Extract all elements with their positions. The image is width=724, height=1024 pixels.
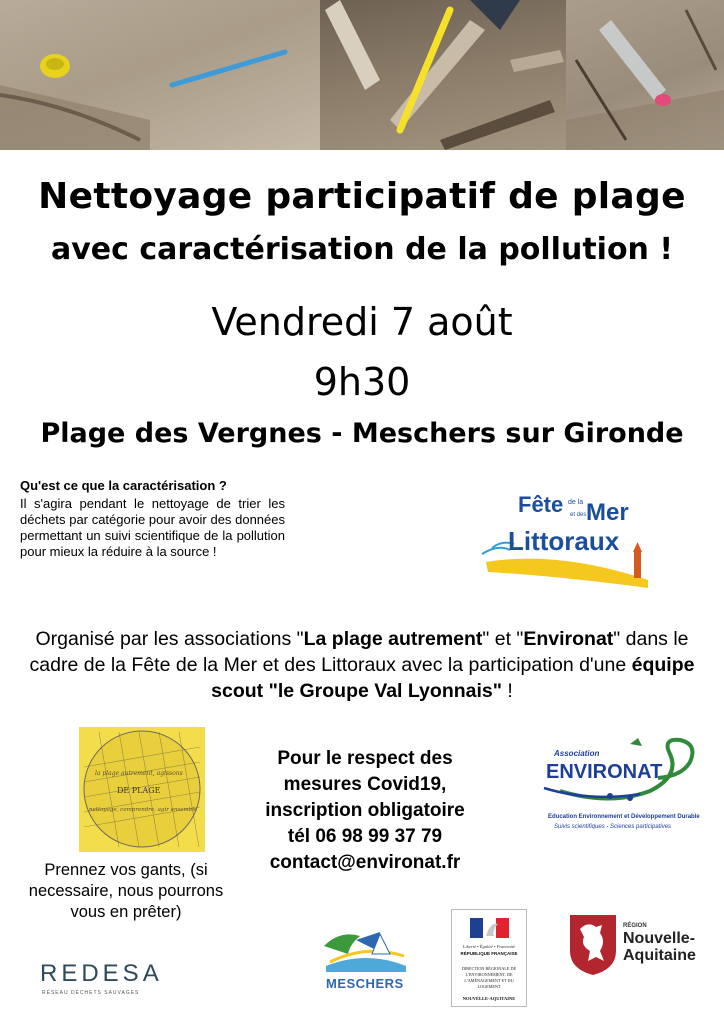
environat-logo-drawing <box>540 736 704 836</box>
lion-shield-icon <box>566 911 620 977</box>
fete-word-littoraux: Littoraux <box>508 526 620 556</box>
plage-image-line-2: DE PLAGE <box>117 786 161 795</box>
event-date: Vendredi 7 août <box>211 300 513 344</box>
covid-line-1: Pour le respect des <box>277 748 453 769</box>
region-nouvelle-aquitaine-logo <box>566 911 716 977</box>
covid-line-2: mesures Covid19, <box>283 774 447 795</box>
plage-autrement-image <box>79 727 205 852</box>
fete-logo-drawing <box>478 484 654 594</box>
title-line-2: avec caractérisation de la pollution ! <box>50 232 674 267</box>
organisers-part-2: " et " <box>482 628 524 650</box>
characterisation-heading: Qu'est ce que la caractérisation ? <box>20 478 227 493</box>
redesa-subtitle: RÉSEAU DÉCHETS SAUVAGES <box>42 990 140 996</box>
contact-phone: tél 06 98 99 37 79 <box>287 826 443 847</box>
organisers-part-1: Organisé par les associations " <box>35 628 304 650</box>
region-label: RÉGION <box>623 923 647 929</box>
prefecture-region: NOUVELLE-AQUITAINE <box>462 996 516 1001</box>
environat-tagline-2: Suivis scientifiques - Sciences participatives <box>554 824 672 830</box>
covid-info <box>225 746 505 876</box>
organiser-plage-autrement: La plage autrement <box>303 628 483 650</box>
photo-strip <box>0 0 724 150</box>
fete-word-et-des: et des <box>570 512 587 518</box>
prefecture-republic: RÉPUBLIQUE FRANÇAISE <box>460 951 518 956</box>
beach-photo-bottle <box>566 0 724 150</box>
environat-name: ENVIRONAT <box>546 761 663 783</box>
environat-logo <box>540 736 704 836</box>
organisers-part-4: ! <box>502 680 513 702</box>
fete-word-de-la: de la <box>568 499 584 506</box>
title-line-1: Nettoyage participatif de plage <box>38 176 686 217</box>
beach-photo-driftwood-drawing <box>320 0 566 150</box>
beach-photo-cap-straw <box>0 0 320 150</box>
event-place: Plage des Vergnes - Meschers sur Gironde <box>40 418 684 449</box>
fete-word-mer: Mer <box>586 499 629 526</box>
fete-word-fete: Fête <box>518 492 564 517</box>
region-name-line-1: Nouvelle- <box>623 930 696 947</box>
marianne-flag-icon <box>452 910 528 944</box>
environat-tagline-1: Education Environnement et Développement Durable <box>548 814 700 820</box>
prefecture-direction: DIRECTION RÉGIONALE DE L'ENVIRONNEMENT, DE L'AMÉNAGEMENT ET DU LOGEMENT <box>461 966 517 989</box>
event-time: 9h30 <box>313 360 411 404</box>
redesa-logo <box>40 960 163 1004</box>
organisers-part-3: " dans le cadre de la Fête de la Mer et des Littoraux avec la participation d'une <box>29 628 689 676</box>
contact-email[interactable]: contact@environat.fr <box>269 852 461 873</box>
meschers-name: MESCHERS <box>326 976 404 991</box>
fete-de-la-mer-logo <box>478 484 654 594</box>
organiser-scout-group: équipe scout "le Groupe Val Lyonnais" <box>211 654 695 702</box>
environat-association-label: Association <box>554 749 600 758</box>
meschers-logo-drawing <box>320 926 412 976</box>
plage-autrement-drawing <box>79 727 205 852</box>
characterisation-body: Il s'agira pendant le nettoyage de trier les déchets par catégorie pour avoir des données permettant un suivi scientifique de la pollution pour mieux la réduire à la source ! <box>20 496 285 559</box>
beach-photo-cap-straw-drawing <box>0 0 320 150</box>
organisers-text <box>20 626 704 704</box>
beach-photo-driftwood <box>320 0 566 150</box>
meschers-logo <box>320 926 412 996</box>
plage-image-line-1: la plage autrement, agissons <box>95 770 183 777</box>
organiser-environat: Environat <box>523 628 614 650</box>
region-name-line-2: Aquitaine <box>623 947 696 964</box>
plage-image-line-3: nettoyage, comprendre, agir ensemble <box>89 807 198 813</box>
prefecture-motto: Liberté • Égalité • Fraternité <box>462 944 516 949</box>
gloves-note: Prennez vos gants, (si necessaire, nous pourrons vous en prêter) <box>28 861 224 921</box>
beach-photo-bottle-drawing <box>566 0 724 150</box>
redesa-name: REDESA <box>40 960 163 987</box>
region-name <box>623 930 696 964</box>
covid-line-3: inscription obligatoire <box>265 800 465 821</box>
prefecture-logo <box>451 909 527 1007</box>
